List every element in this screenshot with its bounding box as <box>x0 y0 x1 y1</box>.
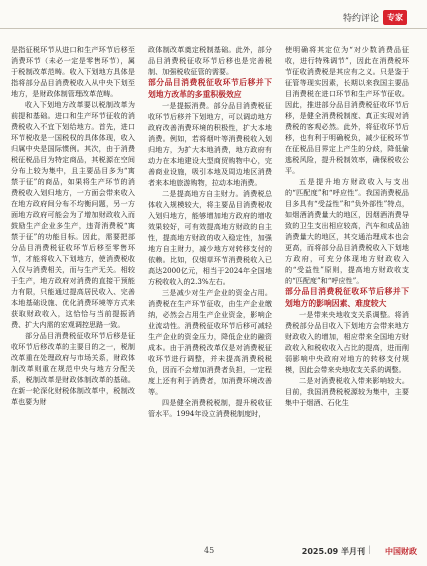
header-rule <box>0 28 427 29</box>
magazine-brand: 中国财政 <box>385 547 417 556</box>
column-right <box>285 44 409 408</box>
paragraph: 是指征税环节从进口和生产环节后移至消费环节（未必一定是零售环节），属于税制改革范畴。收入下划地方具体是指将部分品目消费税收入从中央下划至地方，是财政体制管理改革范畴。 <box>11 45 135 98</box>
paragraph: 一是提振消费。部分品目消费税征收环节后移并下划地方，可以调动地方政府改善消费环境的积极性，扩大本地消费。例如，若将烟叶等消费税收入划归地方，为扩大本地消费，地方政府有动力在本地建设大型商贸购物中心，完善商业设施，吸引本地及周边地区消费者来本地旅游购物，拉动本地消费。 <box>148 101 272 187</box>
paragraph: 收入下划地方改革要以税制改革为前提和基础。进口和生产环节征收的消费税收入不宜下划给地方。首先，进口环节税收是一国税权的具体体现，收入归属中央是国际惯例。其次，由于消费税征税品目为特定商品，其税源在空间分布上较为集中，且主要品目多为“寓禁于征”的商品，如果将生产环节的消费税收入划归地方，一方面会带来收入在地方政府间分布不均衡问题，另一方面地方政府可能会为了增加财政收入而鼓励生产企业多生产，违背消费税“寓禁于征”的功能目标。因此，需要把部分品目消费税征收环节后移至零售环节，才能将收入下划地方，使消费税收入仅与消费相关，而与生产无关。相较于生产，地方政府对消费的直接干预能力有限，只能通过提高居民收入、完善本地基础设施、优化消费环境等方式来获取财政收入，这恰恰与当前提振消费、扩大内需的宏观调控思路一致。 <box>11 100 135 329</box>
page-number: 45 <box>204 546 215 555</box>
paragraph: 使明确将其定位为“对少数消费品征收，进行特殊调节”，因此在消费税环节征收消费税是其应有之义。只是鉴于征管等现实因素，长期以来我国主要品目消费税在进口环节和生产环节征收。因此，推进部分品目消费税征收环节后移，是健全消费税制度、真正实现对消费税的客观必然。此外，将征收环节后移，也有利于明确税负，减少征税环节在征税品目界定上产生的分歧，降低偷逃税风险，提升税制效率，确保税收公平。 <box>285 45 409 175</box>
column-middle <box>148 44 272 419</box>
paragraph: 四是健全消费税税制，提升税收征管水平。1994年设立消费税制度时， <box>148 398 272 418</box>
footer-separator: | <box>368 545 371 554</box>
paragraph: 部分品目消费税征收环节后移是征收环节后移改革的主要目的之一，税制改革重在处理政府与市场关系，财政体制改革则重在规范中央与地方分配关系，税制改革是财政体制改革的基础。在新一轮深化财税体制改革中，税制改革也要为财 <box>11 331 135 406</box>
section-title: 特约评论 <box>343 14 380 24</box>
section-heading: 部分品目消费税征收环节后移并下划地方的影响因素、难度较大 <box>285 287 409 308</box>
paragraph: 二是对消费税收入带来影响较大。目前，我国消费税税源较为集中，主要集中于烟酒、石化生 <box>285 376 409 407</box>
paragraph: 二是提高地方自主财力。消费税总体收入规模较大，将主要品目消费税收入划归地方，能够增加地方政府的增收效果较好，可有效提高地方财政的自主性，提高地方财政的收入稳定性，加强地方自主财力，减少地方对转移支付的依赖。比如，仅烟草环节消费税收入已高达2000亿元，相当于2024年全国地方税收收入的2.3%左右。 <box>148 189 272 286</box>
section-heading: 部分品目消费税征收环节后移并下划地方改革的多重积极效应 <box>148 78 272 99</box>
paragraph: 一是带来央地收支关系调整。将消费税部分品目收入下划地方会带来地方财政收入的增加，相应带来全国地方财政收入和税收收入占比的提高，进而削弱影响中央政府对地方的转移支付规模，因此会带来央地收支关系的调整。 <box>285 310 409 374</box>
paragraph: 五是提升地方财政收入与支出的“匹配度”和“呼应性”。我国消费税品目多具有“受益性”和“负外部性”特点，如烟酒消费量大的地区，因烟酒消费导致的卫生支出相应较高，汽车和成品油消费量大的地区，其交通治理成本也会更高，而将部分品目消费税收入下划地方政府，可充分体现地方财政收入的“受益性”原则，提高地方财政收支的“匹配度”和“呼应性”。 <box>285 177 409 285</box>
section-badge: 专家 <box>383 10 407 25</box>
column-left <box>11 44 135 407</box>
paragraph: 三是减少对生产企业的资金占用。消费税在生产环节征收，由生产企业缴纳，必然会占用生产企业资金，影响企业流动性。消费税征收环节后移可减轻生产企业的资金压力，降低企业的融资成本。由于消费税改革仅是对消费税征收环节进行调整，并未提高消费税税负，因而不会增加消费者负担，一定程度上还有利于消费者，加消费环境改善等。 <box>148 288 272 396</box>
issue-label: 2025.09 半月刊 <box>301 547 365 556</box>
section-header <box>343 9 427 26</box>
paragraph: 政体制改革奠定税制基础。此外，部分品目消费税征收环节后移也是完善税制、加强税收征管的需要。 <box>148 45 272 76</box>
page-footer <box>0 544 427 560</box>
